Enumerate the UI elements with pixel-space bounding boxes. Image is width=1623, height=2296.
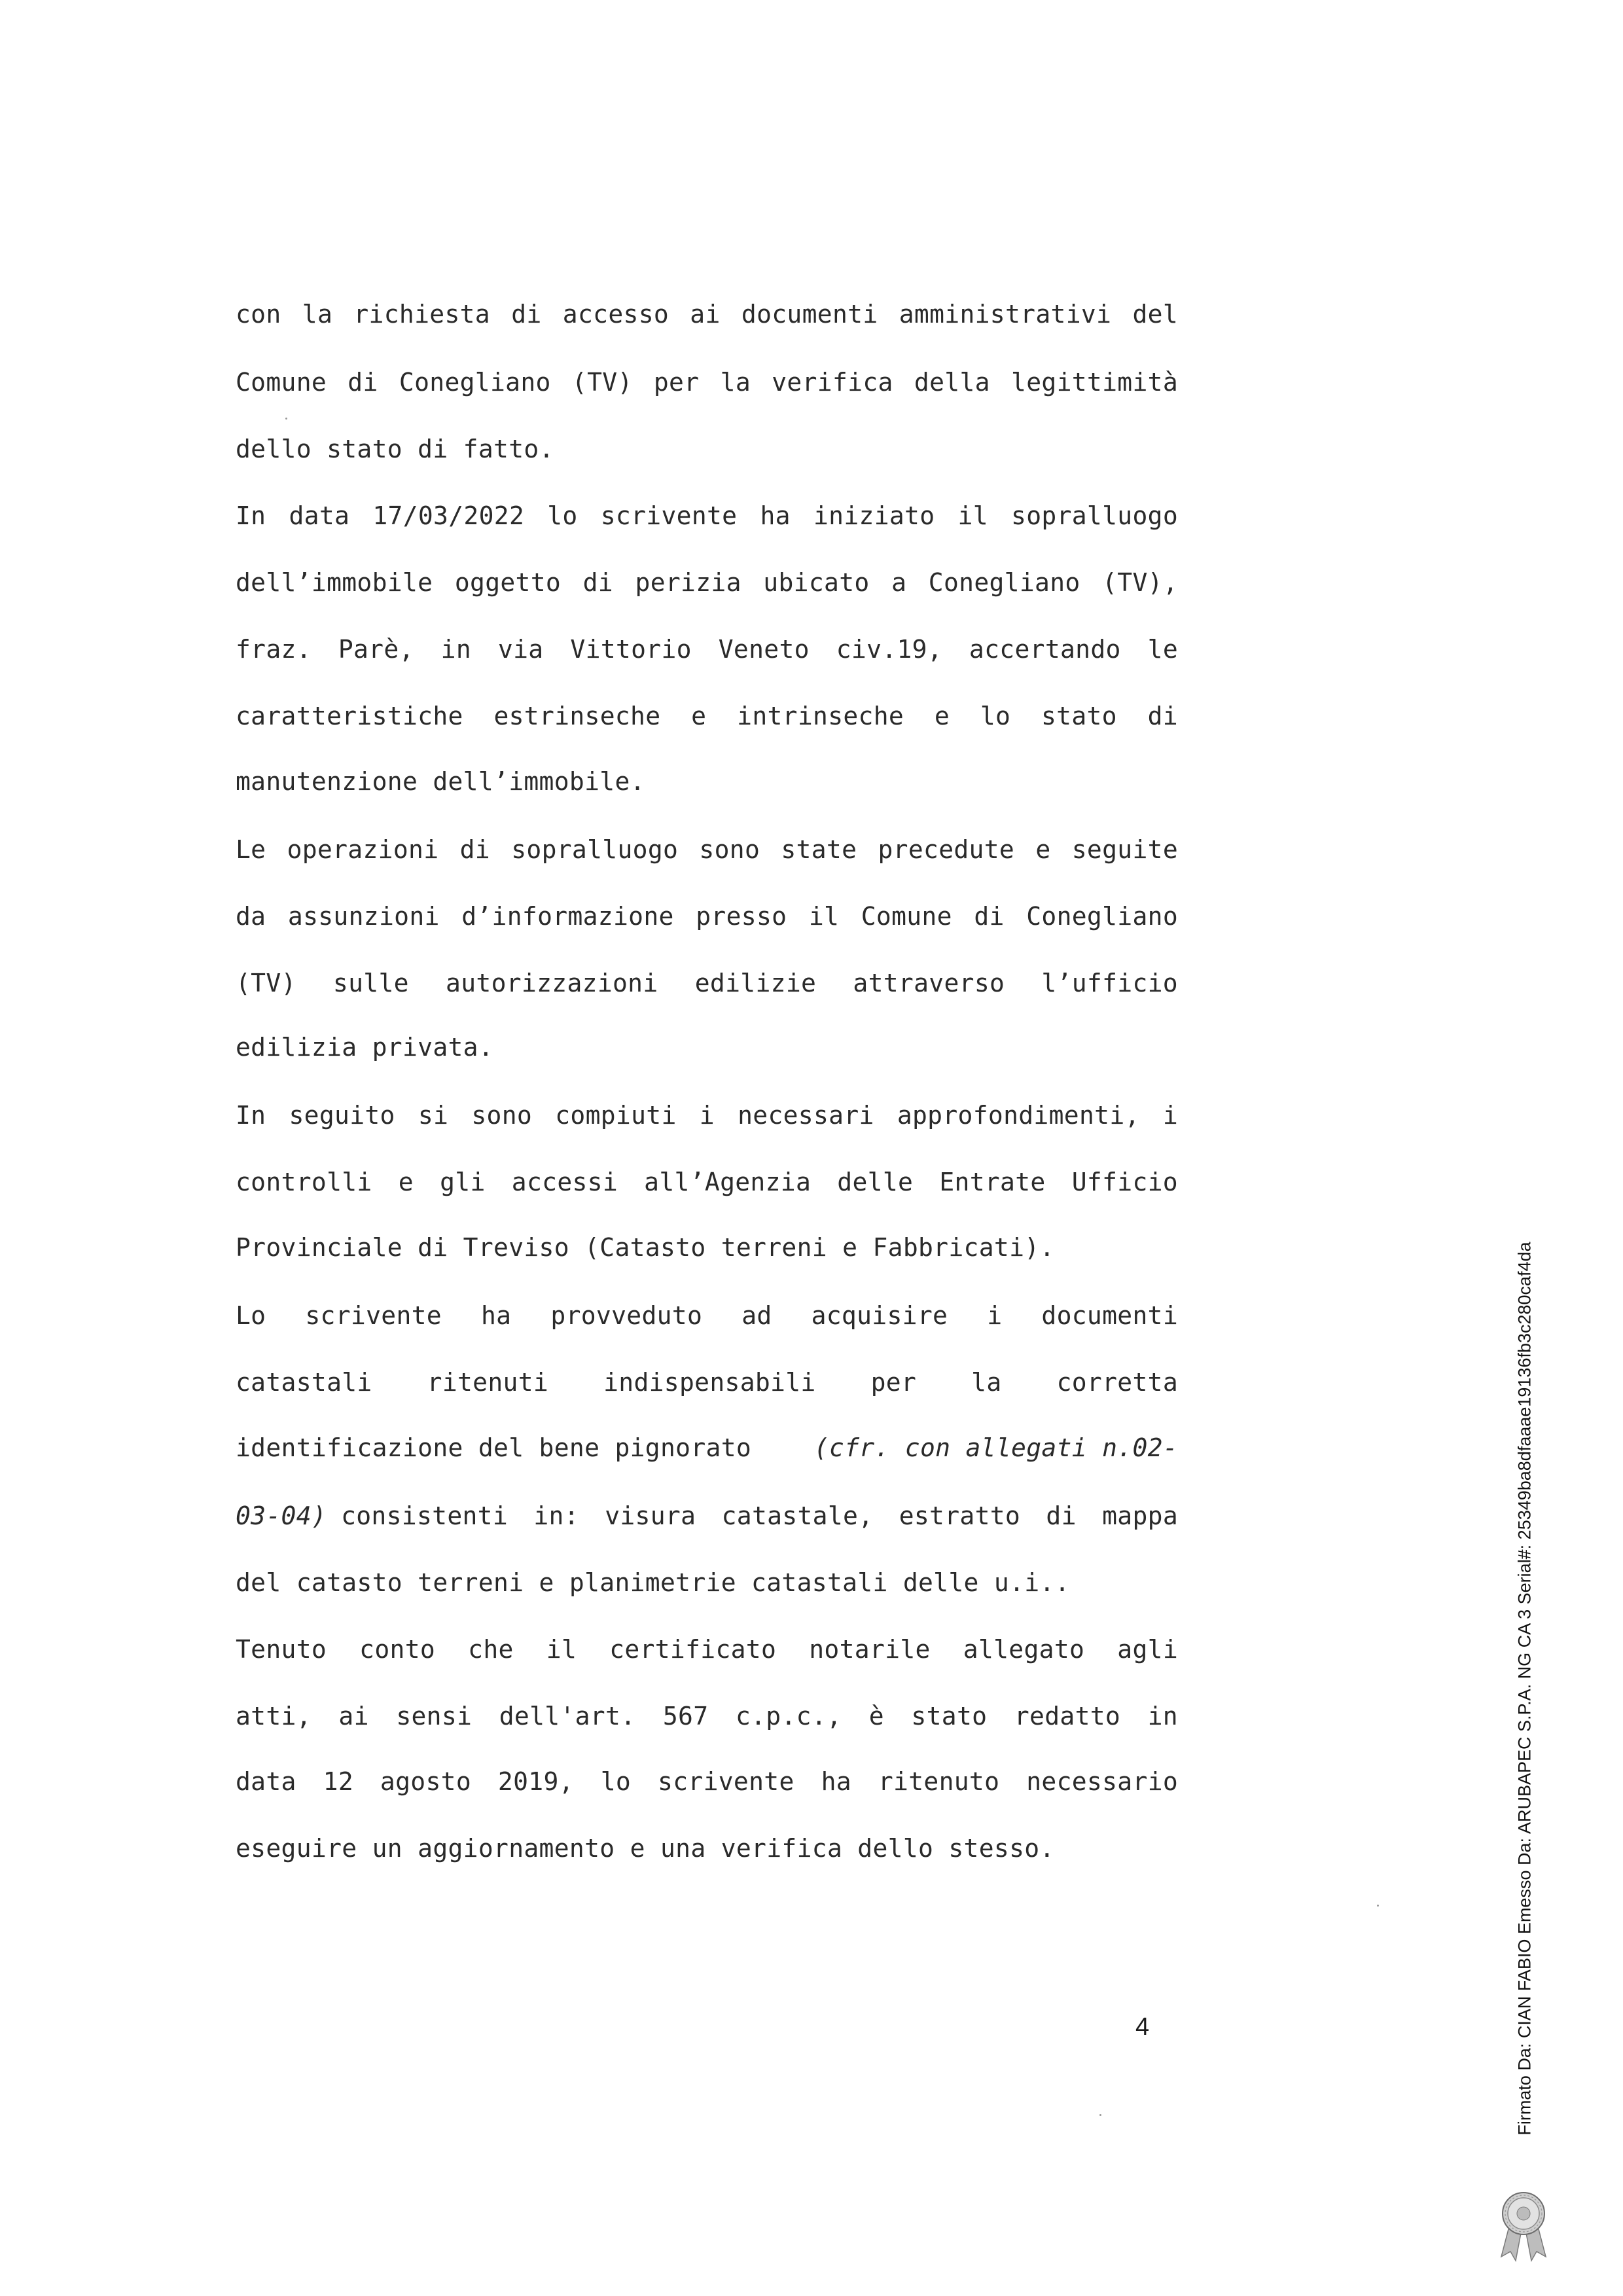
text-line: con la richiesta di accesso ai documenti amministrativi del [236,300,1178,329]
text-line: Le operazioni di sopralluogo sono state precedute e seguite [236,835,1178,864]
certificate-seal-icon [1484,2186,1563,2265]
text-line: da assunzioni d’informazione presso il Comune di Conegliano [236,902,1178,931]
page-number: 4 [1135,2013,1150,2041]
citation-text: 03-04) [236,1501,327,1530]
text-line: fraz. Parè, in via Vittorio Veneto civ.19, accertando le [236,635,1178,664]
scan-speck [1099,2114,1101,2116]
citation-text: (cfr. con allegati n.02- [813,1433,1178,1462]
text-line: Lo scrivente ha provveduto ad acquisire i documenti [236,1301,1178,1330]
text-line [236,1496,1178,1535]
text-segment: consistenti in: visura catastale, estratto di mappa [341,1501,1178,1530]
text-line: caratteristiche estrinseche e intrinseche e lo stato di [236,702,1178,730]
text-line: atti, ai sensi dell'art. 567 c.p.c., è stato redatto in [236,1702,1178,1731]
text-line: In seguito si sono compiuti i necessari approfondimenti, i [236,1101,1178,1130]
text-line: dello stato di fatto. [236,435,554,463]
text-segment: identificazione del bene pignorato [236,1433,752,1462]
text-line: controlli e gli accessi all’Agenzia delle Entrate Ufficio [236,1168,1178,1196]
text-line: data 12 agosto 2019, lo scrivente ha ritenuto necessario [236,1767,1178,1796]
text-line: dell’immobile oggetto di perizia ubicato a Conegliano (TV), [236,568,1178,597]
text-line: catastali ritenuti indispensabili per la corretta [236,1368,1178,1397]
scan-speck [285,418,287,420]
text-line: Provinciale di Treviso (Catasto terreni e Fabbricati). [236,1233,1055,1262]
text-line: Tenuto conto che il certificato notarile allegato agli [236,1635,1178,1664]
text-line: (TV) sulle autorizzazioni edilizie attraverso l’ufficio [236,969,1178,997]
text-line [236,1428,1178,1467]
digital-signature-text: Firmato Da: CIAN FABIO Emesso Da: ARUBAPEC S.P.A. NG CA 3 Serial#: 25349ba8dfaaae19136fb3c280caf4da [1514,1242,1535,2136]
scan-speck [1377,1905,1379,1907]
text-line: In data 17/03/2022 lo scrivente ha iniziato il sopralluogo [236,501,1178,530]
text-line: edilizia privata. [236,1033,494,1062]
text-line: manutenzione dell’immobile. [236,767,645,796]
digital-signature-strip [1505,1224,1544,2153]
text-line: del catasto terreni e planimetrie catastali delle u.i.. [236,1568,1070,1597]
text-line: Comune di Conegliano (TV) per la verifica della legittimità [236,368,1178,397]
text-line: eseguire un aggiornamento e una verifica dello stesso. [236,1834,1055,1863]
